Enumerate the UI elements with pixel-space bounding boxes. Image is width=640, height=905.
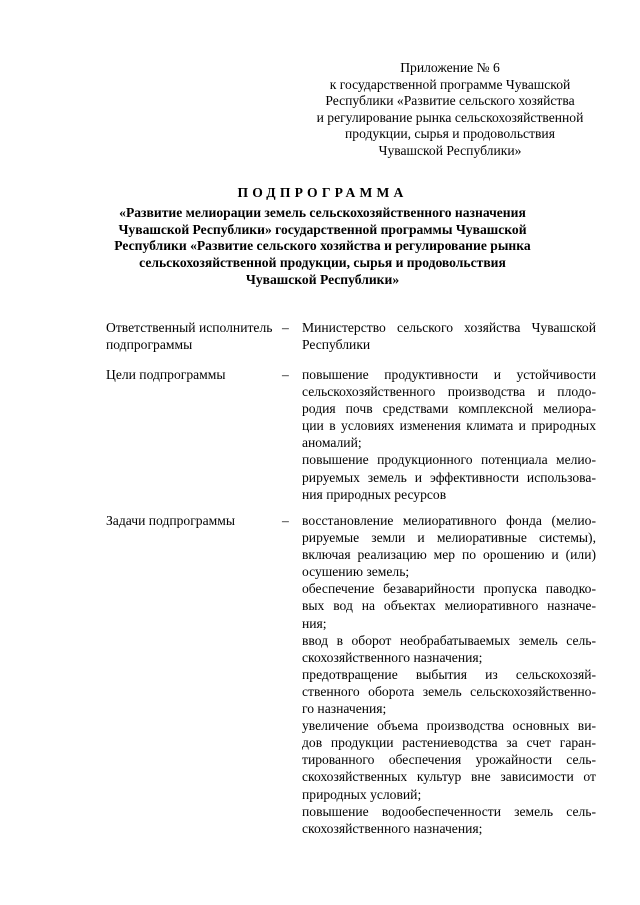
appendix-line: Приложение № 6 <box>400 60 500 75</box>
title-line: Чувашской Республики» государственной программы Чувашской <box>118 221 527 237</box>
value-line: рируемые земли и мелиоративные системы), <box>302 530 596 546</box>
title-line: Чувашской Республики» <box>245 271 400 287</box>
value-line: скохозяйственных культур вне зависимости от <box>302 769 596 785</box>
appendix-line: к государственной программе Чувашской <box>329 76 571 92</box>
value-line: восстановление мелиоративного фонда (мелио- <box>302 513 596 528</box>
value-line: осушению земель; <box>302 564 410 580</box>
subprogram-title <box>110 185 535 289</box>
value-line: повышение продуктивности и устойчивости <box>302 367 596 382</box>
value-line: ственного оборота земель сельскохозяйственно- <box>302 683 596 699</box>
value-line: повышение водообеспеченности земель сель- <box>302 803 596 819</box>
appendix-line: Чувашской Республики» <box>378 142 522 158</box>
row-value <box>302 512 596 837</box>
value-line: го назначения; <box>302 701 387 717</box>
value-line: ния природных ресурсов <box>302 486 447 502</box>
value-line: обеспечение безаварийности пропуска паводко- <box>302 581 596 597</box>
value-line: сельскохозяйственного производства и плодо- <box>302 384 596 400</box>
value-line: увеличение объема производства основных ви- <box>302 718 596 734</box>
appendix-header <box>300 60 600 160</box>
value-line: ввод в оборот необрабатываемых земель сель- <box>302 632 596 648</box>
row-value <box>302 319 596 353</box>
appendix-line: продукции, сырья и продовольствия <box>345 126 555 142</box>
subprogram-heading: ПОДПРОГРАММА <box>237 185 408 200</box>
row-label <box>106 512 278 529</box>
label-line: Задачи подпрограммы <box>106 513 235 528</box>
value-line: Республики <box>302 337 371 353</box>
value-line: аномалий; <box>302 435 362 451</box>
row-dash: – <box>282 320 289 335</box>
value-line: родия почв средствами комплексной мелиора- <box>302 401 596 417</box>
title-line: сельскохозяйственной продукции, сырья и продовольствия <box>139 255 506 271</box>
row-label <box>106 366 278 383</box>
value-line: предотвращение выбытия из сельскохозяй- <box>302 666 596 682</box>
label-line: Ответственный исполнитель <box>106 320 273 335</box>
appendix-line: Республики «Развитие сельского хозяйства <box>325 93 575 109</box>
value-line: ции в условиях изменения климата и природных <box>302 418 596 434</box>
row-label <box>106 319 278 353</box>
value-line: Министерство сельского хозяйства Чувашской <box>302 320 596 335</box>
row-dash: – <box>282 367 289 382</box>
value-line: вых вод на объектах мелиоративного назначе- <box>302 598 596 614</box>
value-line: дов продукции растениеводства за счет гаран- <box>302 735 596 751</box>
label-line: подпрограммы <box>106 337 193 353</box>
value-line: включая реализацию мер по орошению и (или) <box>302 547 596 563</box>
value-line: рируемых земель и эффективности использова- <box>302 469 596 485</box>
row-value <box>302 366 596 503</box>
title-line: «Развитие мелиорации земель сельскохозяйственного назначения <box>119 204 526 220</box>
value-line: природных условий; <box>302 786 422 802</box>
row-dash: – <box>282 513 289 528</box>
appendix-line: и регулирование рынка сельскохозяйственной <box>316 109 584 125</box>
value-line: тированного обеспечения урожайности сель- <box>302 752 596 768</box>
value-line: скохозяйственного назначения; <box>302 649 483 665</box>
label-line: Цели подпрограммы <box>106 367 226 382</box>
title-line: Республики «Развитие сельского хозяйства и регулирование рынка <box>114 238 531 254</box>
value-line: повышение продукционного потенциала мелио- <box>302 452 596 468</box>
value-line: ния; <box>302 615 327 631</box>
value-line: скохозяйственного назначения; <box>302 820 483 836</box>
